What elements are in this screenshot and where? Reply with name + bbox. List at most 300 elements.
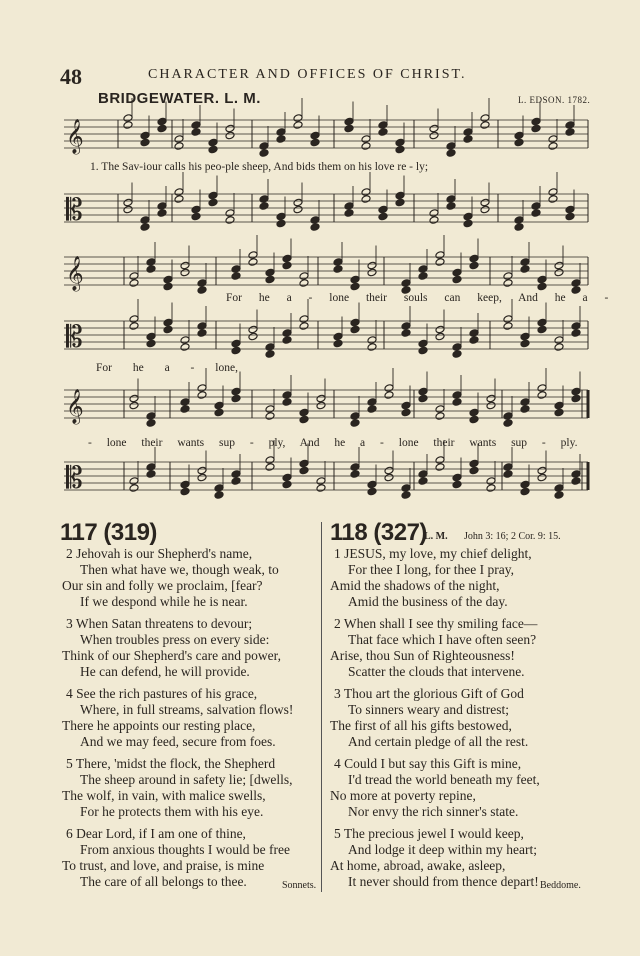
note-head [282,254,292,263]
note-head [231,346,241,355]
note-head [469,254,479,263]
note-head [174,195,184,204]
note-head [180,261,190,270]
note-head [367,480,377,489]
note-head [197,329,207,338]
note-head [361,195,371,204]
note-head [531,117,541,126]
note-head [565,128,575,137]
verse-line: He can defend, he will provide. [80,664,250,679]
note-head [276,128,286,137]
note-head [344,202,354,211]
note-head [316,401,326,410]
note-head [259,149,269,158]
note-head [191,205,201,214]
hymn-118-text [330,546,540,890]
note-head [435,456,445,465]
note-head [520,339,530,348]
note-head [384,466,394,475]
note-head [123,121,133,130]
verse-line: 2 When shall I see thy smiling face— [334,616,538,631]
note-head [401,484,411,493]
note-head [129,315,139,324]
note-head [231,394,241,403]
note-head [248,251,258,260]
note-head [197,384,207,393]
note-head [180,405,190,414]
note-head [208,145,218,154]
note-head [310,138,320,147]
note-head [446,142,456,151]
note-head [265,275,275,284]
verse-line: 6 Dear Lord, if I am one of thine, [66,826,246,841]
note-head [265,350,275,359]
note-head [129,394,139,403]
note-head [520,398,530,407]
note-head [537,391,547,400]
note-head [197,391,207,400]
hymn-118-meter: L. M. [424,531,448,542]
verse-line: Arise, thou Sun of Righteousness! [330,648,515,663]
tenor-clef: 𝄡 [66,320,83,355]
note-head [140,216,150,225]
note-head [350,470,360,479]
note-head [333,332,343,341]
note-head [146,463,156,472]
note-head [384,391,394,400]
note-head [429,131,439,140]
verse-line: Amid the shadows of the night, [330,578,500,593]
note-head [435,251,445,260]
note-head [265,343,275,352]
note-head [418,272,428,281]
note-head [225,124,235,133]
note-head [554,268,564,277]
note-head [310,131,320,140]
note-head [520,405,530,414]
note-head [214,401,224,410]
column-divider [321,522,322,892]
note-head [418,477,428,486]
note-head [265,463,275,472]
note-head [503,412,513,421]
note-head [310,223,320,232]
note-head [299,459,309,468]
note-head [503,470,513,479]
note-head [429,209,439,218]
note-head [452,350,462,359]
stanza [62,546,293,610]
note-head [146,419,156,428]
note-head [384,473,394,482]
verse-line: There he appoints our resting place, [62,718,256,733]
note-head [514,223,524,232]
note-head [259,195,269,204]
hymn-117-number: 117 (319) [60,519,157,546]
verse-line: And certain pledge of all the rest. [348,734,529,749]
note-head [231,265,241,274]
note-head [486,484,496,493]
note-head [446,202,456,211]
note-head [299,322,309,331]
note-head [395,145,405,154]
note-head [344,209,354,218]
note-head [180,487,190,496]
note-head [146,412,156,421]
verse-line: The care of all belongs to thee. [80,874,247,889]
note-head [265,268,275,277]
note-head [180,480,190,489]
note-head [401,329,411,338]
note-head [480,198,490,207]
note-head [554,401,564,410]
note-head [333,258,343,267]
verse-line: For he protects them with his eye. [80,804,264,819]
note-head [401,408,411,417]
note-head [293,114,303,123]
verse-line: To sinners weary and distrest; [348,702,510,717]
note-head [361,188,371,197]
note-head [401,279,411,288]
treble-clef: 𝄞 [66,389,84,424]
running-head: CHARACTER AND OFFICES OF CHRIST. [148,67,467,82]
verse-line: 3 When Satan threatens to devour; [66,616,253,631]
stanza [330,756,540,820]
note-head [520,265,530,274]
note-head [367,343,377,352]
note-head [299,279,309,288]
stanza [330,686,540,750]
note-head [548,142,558,151]
note-head [225,216,235,225]
note-head [163,325,173,334]
note-head [333,339,343,348]
composer-credit: L. EDSON. 1782. [518,95,591,105]
note-head [180,398,190,407]
note-head [316,484,326,493]
note-head [310,216,320,225]
note-head [520,258,530,267]
verse-line: I'd tread the world beneath my feet, [348,772,540,787]
note-head [367,336,377,345]
note-head [197,322,207,331]
note-head [129,401,139,410]
note-head [418,394,428,403]
note-head [378,128,388,137]
verse-line: The wolf, in vain, with malice swells, [62,788,266,803]
page-number: 48 [60,64,82,89]
note-head [571,387,581,396]
note-head [548,195,558,204]
verse-line: 5 The precious jewel I would keep, [334,826,524,841]
note-head [463,212,473,221]
note-head [548,188,558,197]
stanza [62,686,293,750]
note-head [225,131,235,140]
verse-line: It never should from thence depart! [348,874,539,889]
note-head [418,339,428,348]
note-head [146,258,156,267]
lyric-system-3: - lone their wants sup - ply, And he a - lone their wants sup - ply. [88,437,578,449]
note-head [146,339,156,348]
note-head [469,329,479,338]
note-head [565,205,575,214]
note-head [197,286,207,295]
note-head [367,398,377,407]
hymn-118-number: 118 (327) [330,519,427,546]
note-head [469,261,479,270]
note-head [554,408,564,417]
note-head [180,343,190,352]
note-head [520,480,530,489]
note-head [378,205,388,214]
note-head [231,272,241,281]
note-head [418,265,428,274]
note-head [531,209,541,218]
note-head [537,275,547,284]
note-head [163,282,173,291]
verse-line: No more at poverty repine, [330,788,476,803]
note-head [463,135,473,144]
note-head [503,279,513,288]
note-head [282,480,292,489]
note-head [378,212,388,221]
note-head [469,408,479,417]
note-head [503,419,513,428]
note-head [276,212,286,221]
verse-line: 3 Thou art the glorious Gift of God [334,686,524,701]
verse-line: Think of our Shepherd's care and power, [62,648,281,663]
note-head [180,336,190,345]
note-head [299,272,309,281]
note-head [537,318,547,327]
note-head [123,205,133,214]
treble-clef: 𝄞 [66,256,84,291]
note-head [191,128,201,137]
note-head [350,419,360,428]
note-head [350,412,360,421]
verse-line: When troubles press on every side: [80,632,270,647]
note-head [548,135,558,144]
note-head [503,463,513,472]
verse-line: 5 There, 'midst the flock, the Shepherd [66,756,276,771]
note-head [276,135,286,144]
verse-line: 2 Jehovah is our Shepherd's name, [66,546,253,561]
verse-line: Where, in full streams, salvation flows! [80,702,294,717]
tenor-clef: 𝄡 [66,193,83,228]
note-head [435,258,445,267]
note-head [350,318,360,327]
note-head [401,322,411,331]
stanza [330,616,540,680]
verse-line: From anxious thoughts I would be free [80,842,290,857]
note-head [214,491,224,500]
note-head [571,470,581,479]
note-head [344,117,354,126]
note-head [435,325,445,334]
note-head [401,491,411,500]
hymn-117-text [62,546,293,890]
note-head [293,121,303,130]
note-head [344,124,354,133]
note-head [554,484,564,493]
treble-clef: 𝄞 [66,119,84,154]
note-head [452,275,462,284]
note-head [157,209,167,218]
note-head [571,394,581,403]
note-head [299,466,309,475]
note-head [520,332,530,341]
verse-line: That face which I have often seen? [348,632,537,647]
note-head [378,121,388,130]
note-head [446,149,456,158]
note-head [452,391,462,400]
note-head [395,198,405,207]
verse-line: Then what have we, though weak, to [80,562,279,577]
note-head [435,405,445,414]
note-head [554,261,564,270]
note-head [191,212,201,221]
note-head [129,477,139,486]
note-head [146,332,156,341]
note-head [157,117,167,126]
note-head [537,473,547,482]
note-head [231,387,241,396]
note-head [537,325,547,334]
note-head [248,332,258,341]
note-head [146,265,156,274]
note-head [129,484,139,493]
verse-line: 4 Could I but say this Gift is mine, [334,756,522,771]
note-head [276,219,286,228]
note-head [418,470,428,479]
note-head [503,272,513,281]
note-head [384,384,394,393]
note-head [197,473,207,482]
note-head [435,463,445,472]
verse-line: Nor envy the rich sinner's state. [348,804,519,819]
verse-line: The first of all his gifts bestowed, [330,718,512,733]
note-head [463,128,473,137]
note-head [429,216,439,225]
note-head [231,470,241,479]
note-head [571,279,581,288]
lyric-system-2-lower: For he a - lone, [96,362,238,374]
note-head [571,329,581,338]
note-head [123,114,133,123]
note-head [214,484,224,493]
verse-line: At home, abroad, awake, asleep, [330,858,506,873]
note-head [554,343,564,352]
note-head [514,216,524,225]
note-head [531,202,541,211]
verse-line: 1 JESUS, my love, my chief delight, [334,546,532,561]
note-head [452,480,462,489]
note-head [350,463,360,472]
note-head [129,279,139,288]
note-head [174,142,184,151]
note-head [367,268,377,277]
lyric-system-1: 1. The Sav-iour calls his peo-ple sheep, And bids them on his love re - ly; [90,161,429,173]
stanza [330,546,540,610]
verse-line: Our sin and folly we proclaim, [fear? [62,578,263,593]
note-head [503,315,513,324]
note-head [265,456,275,465]
note-head [282,261,292,270]
note-head [282,336,292,345]
note-head [531,124,541,133]
note-head [259,202,269,211]
note-head [163,275,173,284]
tune-name: BRIDGEWATER. L. M. [98,90,261,107]
note-head [469,459,479,468]
verse-line: 4 See the rich pastures of his grace, [66,686,258,701]
note-head [299,315,309,324]
stanza [62,756,293,820]
note-head [350,325,360,334]
note-head [146,470,156,479]
note-head [469,466,479,475]
note-head [401,401,411,410]
verse-line: If we despond while he is near. [80,594,248,609]
note-head [123,198,133,207]
note-head [480,114,490,123]
note-head [361,142,371,151]
note-head [435,412,445,421]
note-head [231,477,241,486]
hymn-118-scripture-refs: John 3: 16; 2 Cor. 9: 15. [464,531,561,542]
note-head [333,265,343,274]
note-head [514,138,524,147]
note-head [395,191,405,200]
note-head [486,477,496,486]
note-head [140,131,150,140]
note-head [537,466,547,475]
stanza [330,826,540,890]
note-head [293,205,303,214]
note-head [129,322,139,331]
note-head [418,387,428,396]
note-head [129,272,139,281]
note-head [565,121,575,130]
note-head [350,282,360,291]
note-head [259,142,269,151]
note-head [197,466,207,475]
note-head [299,415,309,424]
note-head [248,325,258,334]
verse-line: Scatter the clouds that intervene. [348,664,525,679]
note-head [163,318,173,327]
note-head [180,268,190,277]
note-head [174,135,184,144]
note-head [191,121,201,130]
note-head [208,198,218,207]
note-head [157,124,167,133]
hymn-118-author: Beddome. [540,880,581,891]
verse-line: And we may feed, secure from foes. [80,734,276,749]
note-head [571,477,581,486]
note-head [197,279,207,288]
note-head [452,343,462,352]
note-head [418,346,428,355]
note-head [554,336,564,345]
stanza [62,616,293,680]
note-head [480,205,490,214]
note-head [174,188,184,197]
note-head [469,336,479,345]
note-head [486,401,496,410]
note-head [446,195,456,204]
